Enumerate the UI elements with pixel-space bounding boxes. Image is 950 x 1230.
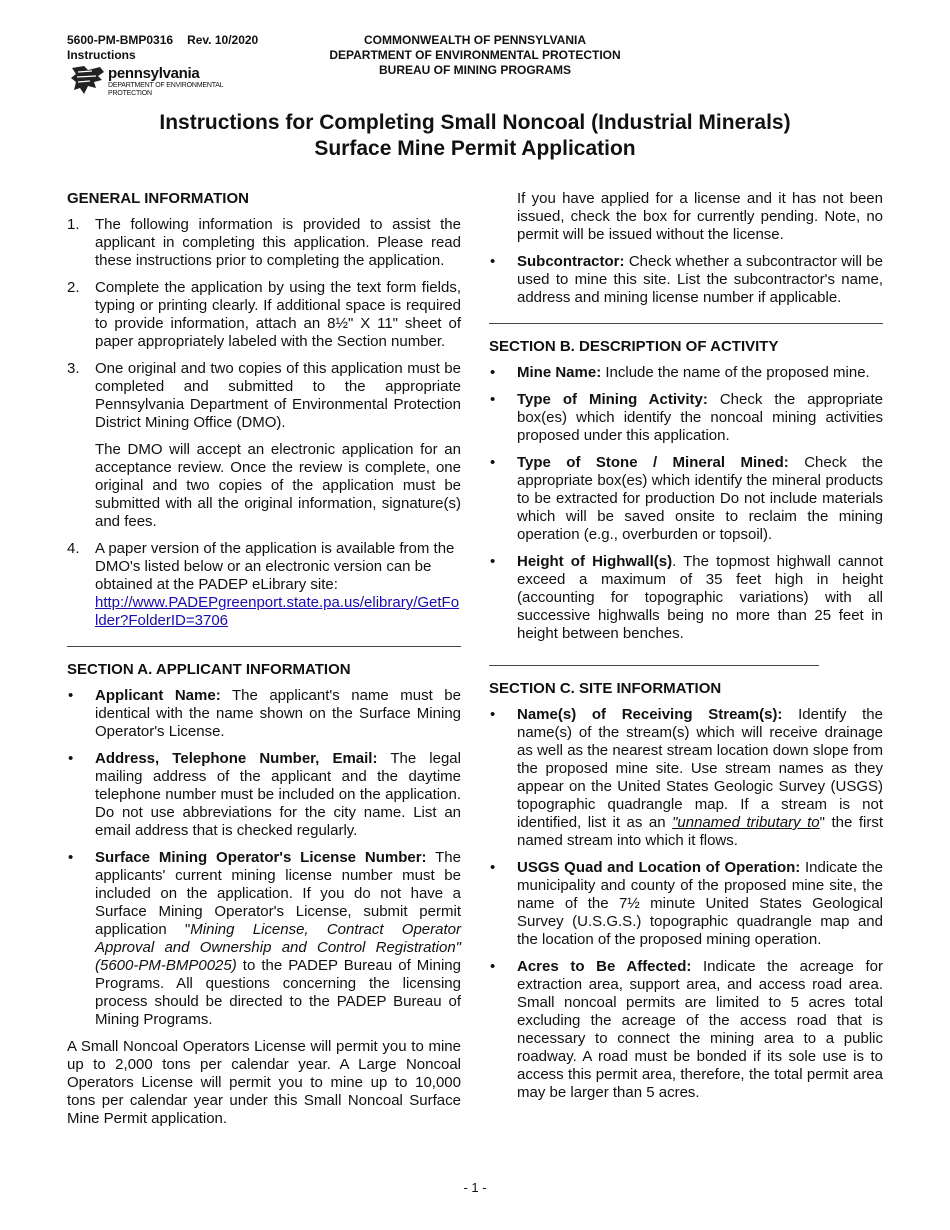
bullet-text: Indicate the acreage for extraction area, support area, and access road area. Small noncoal permits are limited to 5 acres total excluding the acreage of the access road that is necessary to connect the mining area to a public roadway. A road must be bonded if its sole use is to access this permit area, therefore, the total permit area may be larger than 5 acres. (517, 958, 884, 1101)
item-text: Complete the application by using the text form fields, typing or printing clearly. If additional space is required to provide information, attach an 8½" X 11" sheet of paper appropriately labeled with the Section number. (95, 279, 461, 350)
agency-line-3: BUREAU OF MINING PROGRAMS (379, 63, 571, 77)
bullet-label: Acres to Be Affected: (517, 958, 692, 975)
item-text: The following information is provided to assist the applicant in completing this application. Please read these instructions prior to completing the application. (95, 216, 461, 269)
logo-dept-line-1: DEPARTMENT OF ENVIRONMENTAL (108, 82, 224, 89)
bullet-text: The applicants' current mining license number must be included on the application. If you do not have a Surface Mining Operator's License, submit permit application " (95, 849, 461, 938)
bullet-label: Surface Mining Operator's License Number: (95, 849, 427, 866)
bullet-label: Mine Name: (517, 364, 602, 381)
general-item-2 (67, 279, 461, 351)
section-divider (67, 646, 461, 647)
form-reference: Mining License, Contract Operator Approval and Ownership and Control Registration" (5600-PM-BMP0025) (95, 921, 461, 974)
general-item-1 (67, 216, 461, 270)
form-revision: Rev. 10/2020 (187, 33, 259, 47)
bullet-acres (489, 958, 883, 1102)
agency-line-1: COMMONWEALTH OF PENNSYLVANIA (364, 33, 586, 47)
bullet-text: Indicate the municipality and county of the proposed mine site, the name of the 7½ minute United States Geological Survey (U.S.G.S.) topographic quadrangle map and the location of the proposed mining operation. (517, 859, 884, 948)
logo-wordmark: pennsylvania (108, 65, 200, 82)
form-header-left (67, 33, 258, 63)
bullet-highwall (489, 553, 883, 643)
bullet-label: Applicant Name: (95, 687, 221, 704)
bullet-text: The applicant's name must be identical with the name shown on the Surface Mining Operator's License. (95, 687, 461, 740)
item-text-continued: The DMO will accept an electronic application for an acceptance review. Once the review is complete, one original and two copies of the application must be submitted with all the original information, signature(s) and fees. (95, 441, 461, 530)
bullet-license-number (67, 849, 461, 1029)
bullet-address (67, 750, 461, 840)
bullet-text: Check whether a subcontractor will be used to mine this site. List the subcontractor's name, address and mining license number if applicable. (517, 253, 883, 306)
bullet: • (490, 391, 496, 408)
bullet-text: Identify the name(s) of the stream(s) which will receive drainage as well as the nearest stream location down slope from the proposed mine site. Use stream names as they appear on the United States Geologic Survey (USGS) topographic quadrangle map. If a stream is not identified, list it as an (517, 706, 883, 831)
bullet-subcontractor (489, 253, 883, 307)
bullet: • (490, 706, 496, 723)
bullet-receiving-streams (489, 706, 883, 850)
bullet-text: Include the name of the proposed mine. (605, 364, 870, 381)
bullet-mine-name (489, 364, 883, 382)
bullet-label: Height of Highwall(s) (517, 553, 673, 570)
bullet-label: Type of Stone / Mineral Mined: (517, 454, 789, 471)
elibrary-link[interactable]: http://www.PADEPgreenport.state.pa.us/elibrary/GetFolder?FolderID=3706 (95, 594, 460, 629)
bullet-text: Check the appropriate box(es) which identify the noncoal mining activities proposed under this application. (517, 391, 884, 444)
bullet: • (490, 454, 496, 471)
right-column (489, 190, 883, 1111)
bullet-label: Name(s) of Receiving Stream(s): (517, 706, 783, 723)
bullet-label: Type of Mining Activity: (517, 391, 708, 408)
logo-dept-line-2: PROTECTION (108, 90, 152, 97)
bullet-text: The legal mailing address of the applicant and the daytime telephone number must be included on the application. Do not use abbreviations for the city name. List an email address that is checked regularly. (95, 750, 461, 839)
bullet-label: Address, Telephone Number, Email: (95, 750, 378, 767)
bullet-usgs-quad (489, 859, 883, 949)
bullet-text-end: to the PADEP Bureau of Mining Programs. All questions concerning the licensing process should be directed to the PADEP Bureau of Mining Programs. (95, 957, 461, 1028)
bullet: • (490, 253, 496, 270)
logo-department (108, 82, 223, 98)
bullet-label: USGS Quad and Location of Operation: (517, 859, 801, 876)
bullet: • (490, 958, 496, 975)
bullet-text-end: " the first named stream into which it flows. (517, 814, 883, 849)
item-number: 2. (67, 279, 80, 296)
page-title (0, 110, 950, 162)
note-text: If you have applied for a license and it has not been issued, check the box for currently pending. Note, no permit will be issued without the license. (517, 190, 883, 243)
bullet: • (490, 364, 496, 381)
item-number: 3. (67, 360, 80, 377)
bullet-applicant-name (67, 687, 461, 741)
tonnage-paragraph: A Small Noncoal Operators License will permit you to mine up to 2,000 tons per calendar year. A Large Noncoal Operators License will permit you to mine up to 10,000 tons per calendar year under this Small Noncoal Surface Mine Permit application. (67, 1038, 461, 1127)
title-line-2: Surface Mine Permit Application (314, 137, 636, 160)
item-number: 1. (67, 216, 80, 233)
agency-header (290, 33, 660, 78)
pending-license-note (489, 190, 883, 244)
section-a-heading: SECTION A. APPLICANT INFORMATION (67, 661, 351, 678)
left-column (67, 190, 461, 1137)
keystone-logo-icon (70, 64, 106, 98)
bullet-mining-activity (489, 391, 883, 445)
general-item-4 (67, 540, 461, 630)
unnamed-tributary-term: "unnamed tributary to (672, 814, 820, 831)
doc-type: Instructions (67, 48, 136, 62)
agency-line-2: DEPARTMENT OF ENVIRONMENTAL PROTECTION (329, 48, 621, 62)
section-c-heading: SECTION C. SITE INFORMATION (489, 680, 722, 697)
bullet: • (490, 859, 496, 876)
title-line-1: Instructions for Completing Small Noncoal (Industrial Minerals) (159, 111, 791, 134)
item-text (95, 540, 461, 630)
general-item-3 (67, 360, 461, 531)
section-divider (489, 665, 819, 666)
item-number: 4. (67, 540, 80, 557)
bullet: • (68, 849, 74, 866)
item-text: One original and two copies of this application must be completed and submitted to the appropriate Pennsylvania Department of Environmental Protection District Mining Office (DMO). (95, 360, 461, 431)
pa-dep-logo (70, 64, 270, 100)
bullet-text: Check the appropriate box(es) which identify the mineral products to be extracted for production Do not include materials which will be saved onsite to reclaim the mining operation (e.g., overburden or topsoil). (517, 454, 883, 543)
section-b-heading: SECTION B. DESCRIPTION OF ACTIVITY (489, 338, 779, 355)
bullet: • (68, 750, 74, 767)
bullet-text: . The topmost highwall cannot exceed a maximum of 35 feet high in height (accounting for topographic variations) with all successive highwalls being no more than 25 feet in height between benches. (517, 553, 883, 642)
general-info-heading: GENERAL INFORMATION (67, 190, 249, 207)
form-number: 5600-PM-BMP0316 (67, 33, 174, 47)
bullet: • (490, 553, 496, 570)
item-text-body: A paper version of the application is available from the DMO's listed below or an electronic version can be obtained at the PADEP eLibrary site: (95, 540, 455, 593)
bullet: • (68, 687, 74, 704)
bullet-label: Subcontractor: (517, 253, 625, 270)
bullet-stone-type (489, 454, 883, 544)
page-number: - 1 - (463, 1180, 487, 1195)
section-divider (489, 323, 883, 324)
